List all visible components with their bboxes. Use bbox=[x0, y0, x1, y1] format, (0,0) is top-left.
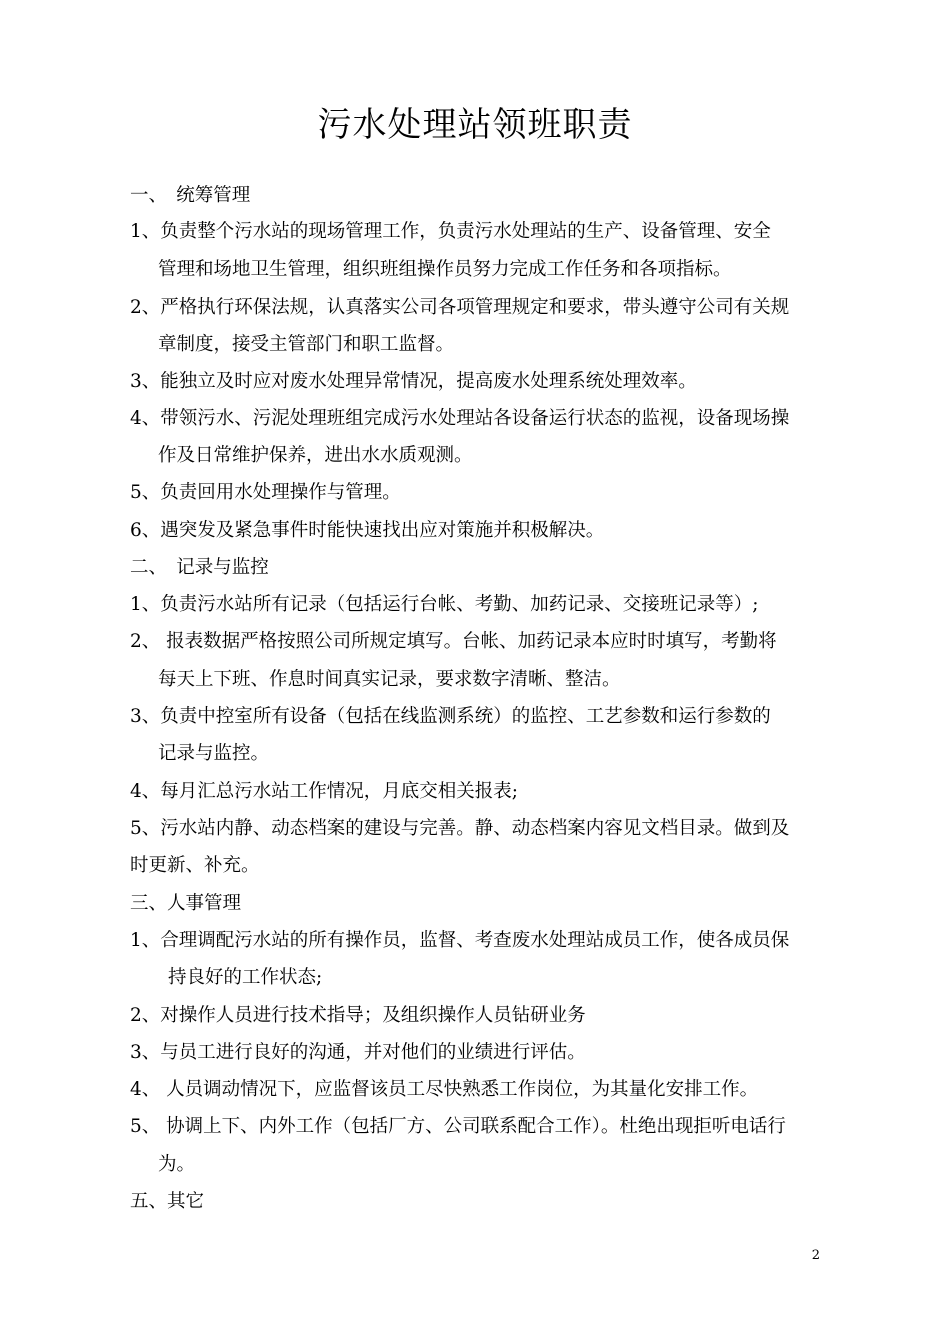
list-item: 3、能独立及时应对废水处理异常情况，提高废水处理系统处理效率。 bbox=[130, 371, 697, 392]
section-heading: 二、 记录与监控 bbox=[130, 557, 269, 578]
list-item: 4、 人员调动情况下，应监督该员工尽快熟悉工作岗位，为其量化安排工作。 bbox=[130, 1079, 759, 1100]
list-item: 3、与员工进行良好的沟通，并对他们的业绩进行评估。 bbox=[130, 1042, 586, 1063]
list-item: 2、严格执行环保法规，认真落实公司各项管理规定和要求，带头遵守公司有关规 bbox=[130, 297, 790, 318]
list-item-continuation: 每天上下班、作息时间真实记录，要求数字清晰、整洁。 bbox=[158, 669, 621, 690]
list-item: 1、合理调配污水站的所有操作员，监督、考查废水处理站成员工作，使各成员保 bbox=[130, 930, 790, 951]
section-heading: 三、人事管理 bbox=[130, 893, 242, 914]
list-item-continuation: 记录与监控。 bbox=[158, 743, 270, 764]
list-item: 5、负责回用水处理操作与管理。 bbox=[130, 482, 401, 503]
list-item: 6、遇突发及紧急事件时能快速找出应对策施并积极解决。 bbox=[130, 520, 605, 541]
list-item: 5、 协调上下、内外工作（包括厂方、公司联系配合工作）。杜绝出现拒听电话行 bbox=[130, 1116, 786, 1137]
document-title: 污水处理站领班职责 bbox=[317, 105, 633, 145]
list-item: 1、负责整个污水站的现场管理工作，负责污水处理站的生产、设备管理、安全 bbox=[130, 221, 771, 242]
section-heading: 五、其它 bbox=[130, 1191, 205, 1212]
list-item-continuation: 时更新、补充。 bbox=[130, 855, 260, 876]
list-item: 4、带领污水、污泥处理班组完成污水处理站各设备运行状态的监视，设备现场操 bbox=[130, 408, 790, 429]
list-item: 3、负责中控室所有设备（包括在线监测系统）的监控、工艺参数和运行参数的 bbox=[130, 706, 771, 727]
list-item-continuation: 持良好的工作状态; bbox=[168, 967, 323, 988]
list-item-continuation: 作及日常维护保养，进出水水质观测。 bbox=[158, 445, 473, 466]
list-item: 1、负责污水站所有记录（包括运行台帐、考勤、加药记录、交接班记录等）; bbox=[130, 594, 759, 615]
list-item-continuation: 章制度，接受主管部门和职工监督。 bbox=[158, 334, 455, 355]
list-item-continuation: 为。 bbox=[158, 1154, 196, 1175]
list-item: 2、 报表数据严格按照公司所规定填写。台帐、加药记录本应时时填写，考勤将 bbox=[130, 631, 777, 652]
section-heading: 一、 统筹管理 bbox=[130, 185, 251, 206]
list-item: 4、每月汇总污水站工作情况，月底交相关报表; bbox=[130, 781, 519, 802]
list-item-continuation: 管理和场地卫生管理，组织班组操作员努力完成工作任务和各项指标。 bbox=[158, 259, 732, 280]
page-number: 2 bbox=[811, 1248, 820, 1263]
list-item: 2、对操作人员进行技术指导；及组织操作人员钻研业务 bbox=[130, 1005, 586, 1026]
list-item: 5、污水站内静、动态档案的建设与完善。静、动态档案内容见文档目录。做到及 bbox=[130, 818, 790, 839]
